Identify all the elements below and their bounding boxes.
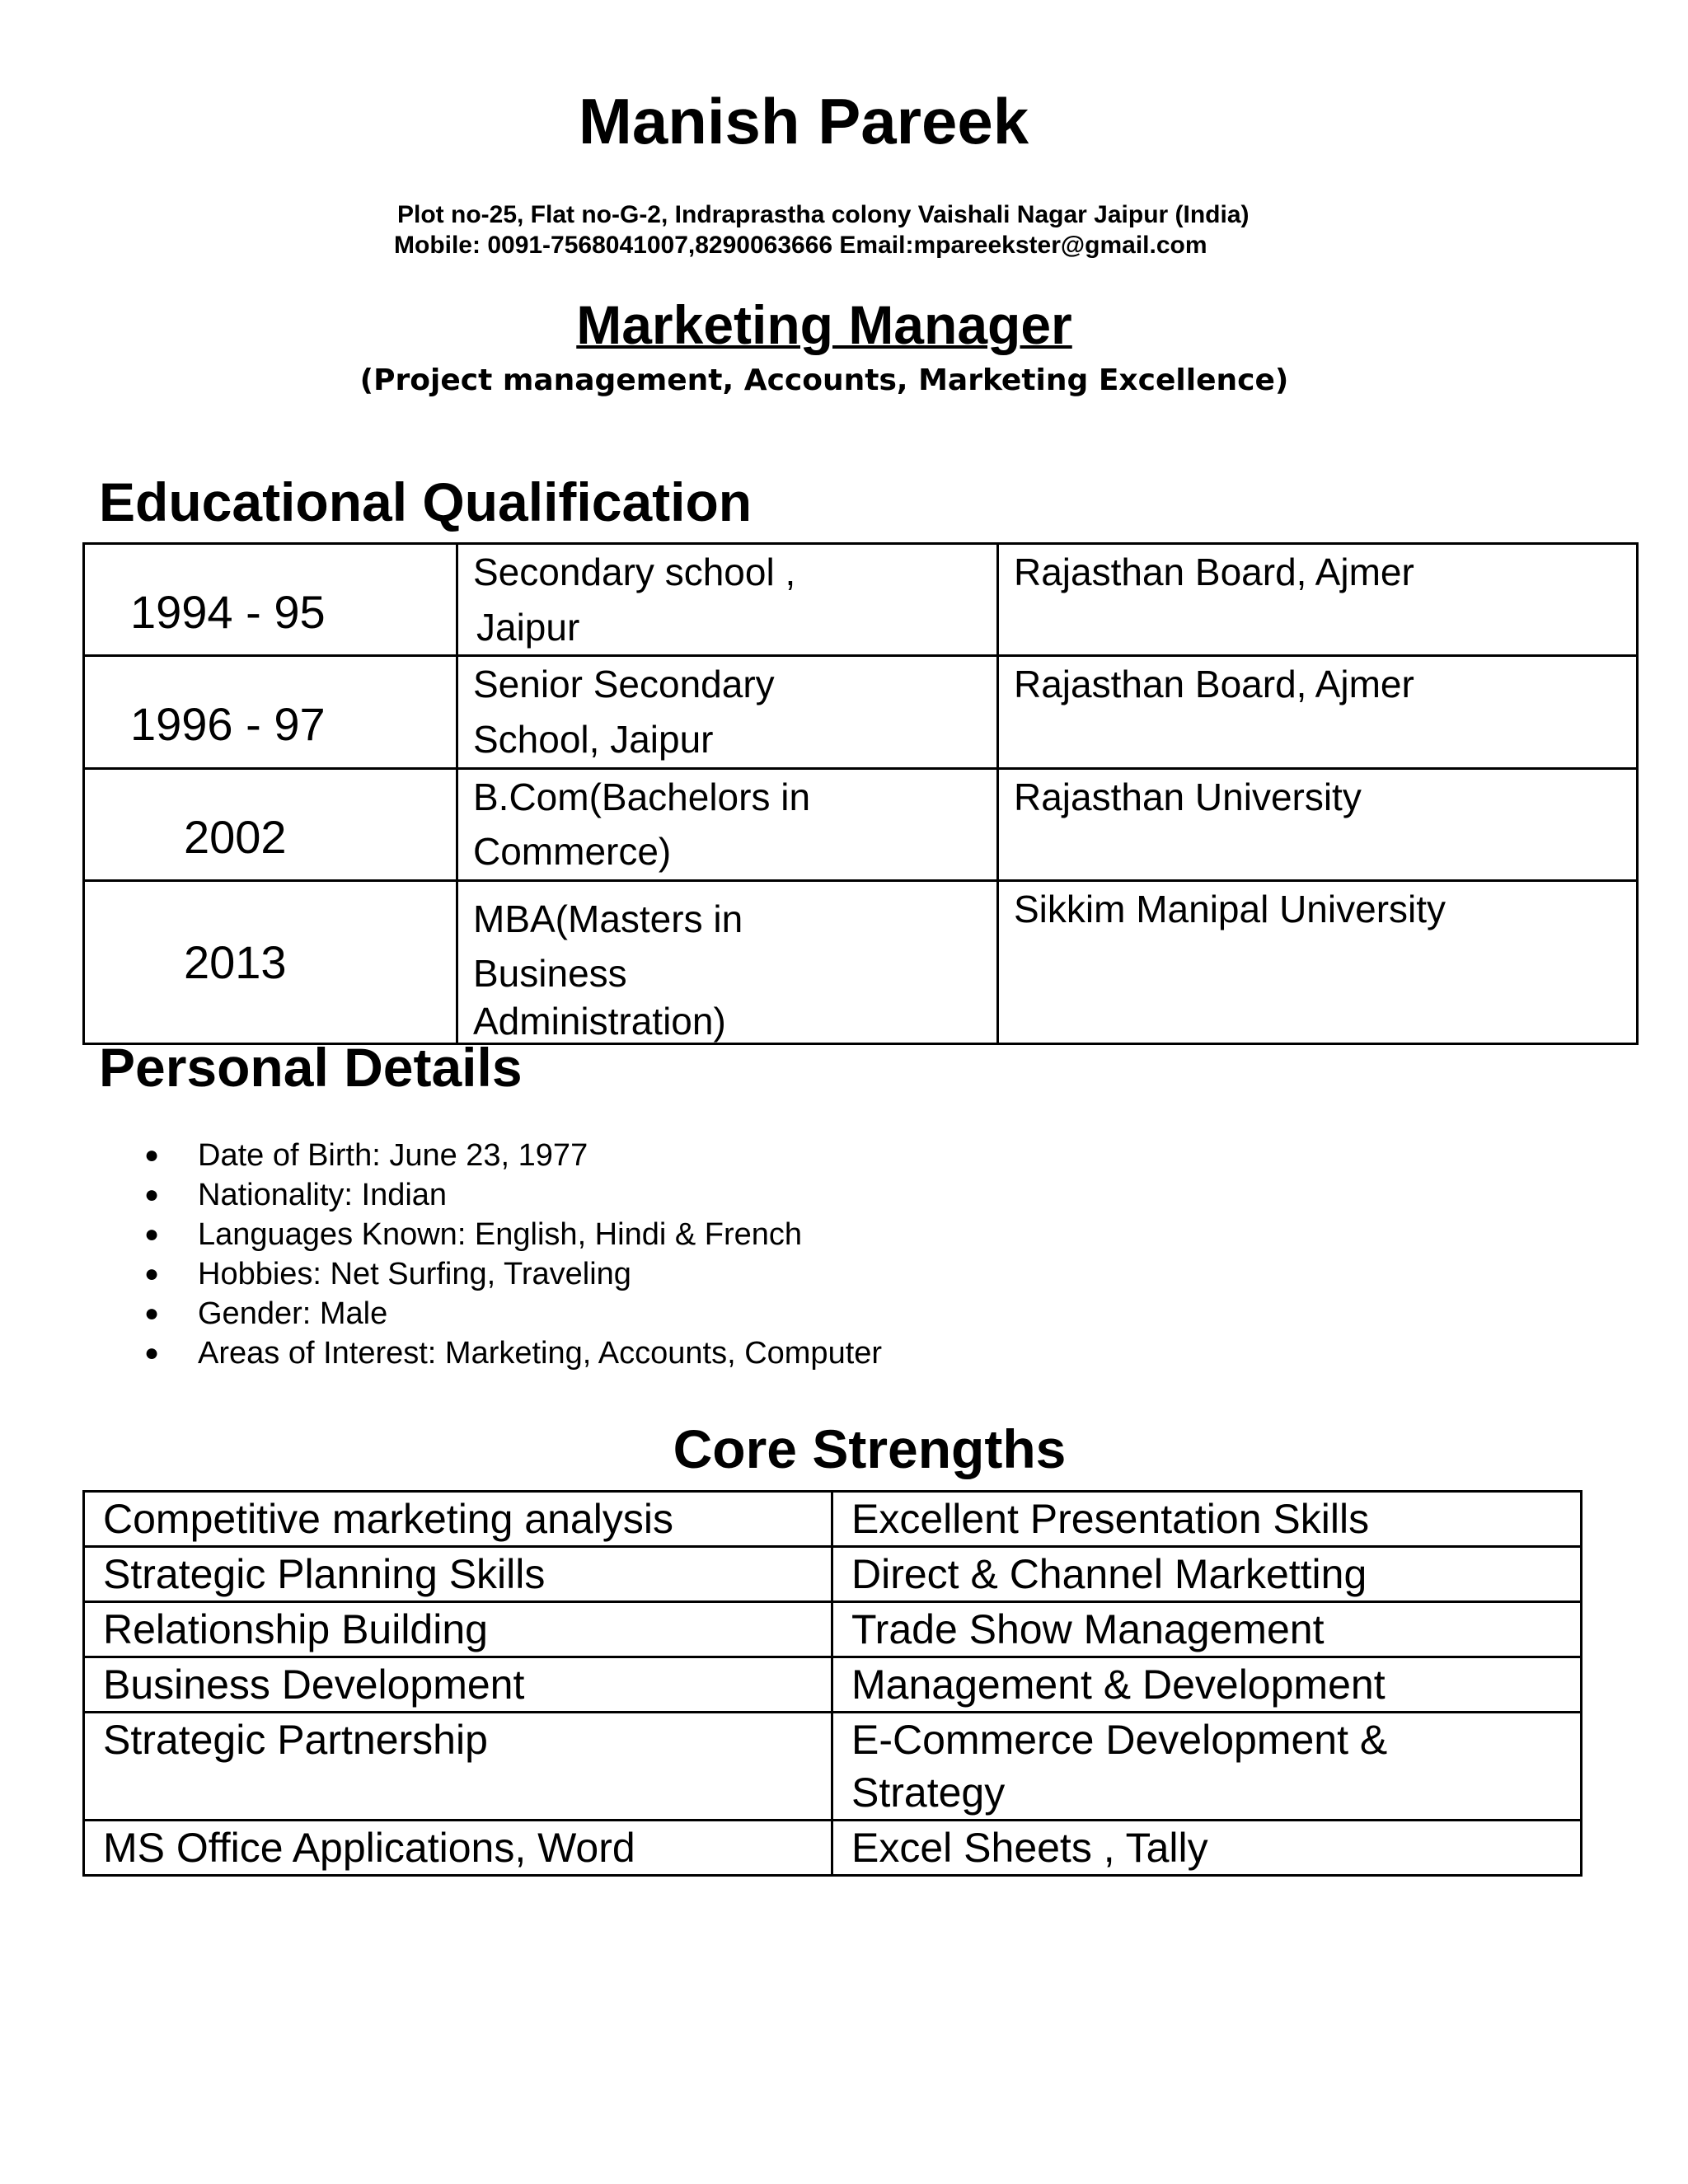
table-row (84, 1821, 1582, 1876)
education-year-text: 1996 - 97 (130, 698, 326, 751)
table-row (84, 768, 1638, 880)
education-course-line: School, Jaipur (473, 718, 714, 762)
education-board: Rajasthan Board, Ajmer (998, 656, 1638, 768)
education-course-line: Senior Secondary (473, 663, 775, 706)
education-table (82, 542, 1639, 1045)
strength-right: Management & Development (832, 1657, 1582, 1713)
bullet-icon: ● (144, 1339, 160, 1366)
list-item-text: Hobbies: Net Surfing, Traveling (198, 1257, 631, 1291)
bullet-icon: ● (144, 1300, 160, 1327)
contact-line: Mobile: 0091-7568041007,8290063666 Email:mpareekster@gmail.com (394, 232, 1207, 259)
job-subtitle: (Project management, Accounts, Marketing Excellence) (359, 363, 1289, 397)
bullet-icon: ● (144, 1181, 160, 1208)
table-row (84, 1492, 1582, 1547)
job-title: Marketing Manager (576, 294, 1072, 355)
education-board: Sikkim Manipal University (998, 881, 1638, 1044)
core-strengths-table (82, 1490, 1582, 1877)
table-row (84, 1602, 1582, 1657)
strength-right: E-Commerce Development & Strategy (832, 1713, 1582, 1821)
strength-left: Strategic Planning Skills (84, 1547, 832, 1602)
strength-right: Trade Show Management (832, 1602, 1582, 1657)
list-item (144, 1136, 882, 1175)
education-course-line: Business (473, 952, 627, 996)
education-course-line: Administration) (473, 1000, 726, 1043)
list-item-text: Languages Known: English, Hindi & French (198, 1217, 803, 1252)
list-item (144, 1333, 882, 1373)
list-item (144, 1294, 882, 1333)
education-course-line: Secondary school , (473, 551, 796, 593)
strength-right: Excel Sheets , Tally (832, 1821, 1582, 1876)
education-year (84, 768, 457, 880)
table-row (84, 1657, 1582, 1713)
personal-details-list (144, 1136, 882, 1373)
education-course (457, 881, 998, 1044)
strength-left: Competitive marketing analysis (84, 1492, 832, 1547)
strength-right: Direct & Channel Marketting (832, 1547, 1582, 1602)
education-course-line: Commerce) (473, 830, 672, 874)
strength-left: MS Office Applications, Word (84, 1821, 832, 1876)
bullet-icon: ● (144, 1221, 160, 1248)
personal-heading: Personal Details (99, 1037, 523, 1098)
education-year-text: 1994 - 95 (130, 586, 326, 639)
list-item-text: Nationality: Indian (198, 1178, 448, 1212)
table-row (84, 1713, 1582, 1821)
list-item-text: Areas of Interest: Marketing, Accounts, Computer (198, 1336, 883, 1371)
strength-left: Strategic Partnership (84, 1713, 832, 1821)
education-year (84, 544, 457, 656)
list-item (144, 1215, 882, 1254)
list-item-text: Gender: Male (198, 1296, 388, 1331)
core-strengths-heading: Core Strengths (673, 1418, 1067, 1479)
education-course (457, 768, 998, 880)
list-item-text: Date of Birth: June 23, 1977 (198, 1138, 588, 1173)
education-course-line: B.Com(Bachelors in (473, 775, 811, 818)
resume-name: Manish Pareek (578, 85, 1029, 157)
address-line: Plot no-25, Flat no-G-2, Indraprastha colony Vaishali Nagar Jaipur (India) (397, 201, 1250, 228)
education-year-text: 2002 (184, 810, 287, 863)
education-board: Rajasthan University (998, 768, 1638, 880)
education-year (84, 656, 457, 768)
strength-right: Excellent Presentation Skills (832, 1492, 1582, 1547)
education-board: Rajasthan Board, Ajmer (998, 544, 1638, 656)
education-heading: Educational Qualification (99, 471, 753, 532)
education-course-line: Jaipur (476, 605, 580, 649)
bullet-icon: ● (144, 1260, 160, 1287)
education-course-line: MBA(Masters in (473, 898, 743, 941)
education-year-text: 2013 (184, 936, 287, 989)
table-row (84, 656, 1638, 768)
table-row (84, 881, 1638, 1044)
table-row (84, 544, 1638, 656)
bullet-icon: ● (144, 1141, 160, 1169)
list-item (144, 1175, 882, 1215)
education-year (84, 881, 457, 1044)
table-row (84, 1547, 1582, 1602)
strength-left: Relationship Building (84, 1602, 832, 1657)
strength-left: Business Development (84, 1657, 832, 1713)
list-item (144, 1254, 882, 1294)
education-course (457, 544, 998, 656)
education-course (457, 656, 998, 768)
